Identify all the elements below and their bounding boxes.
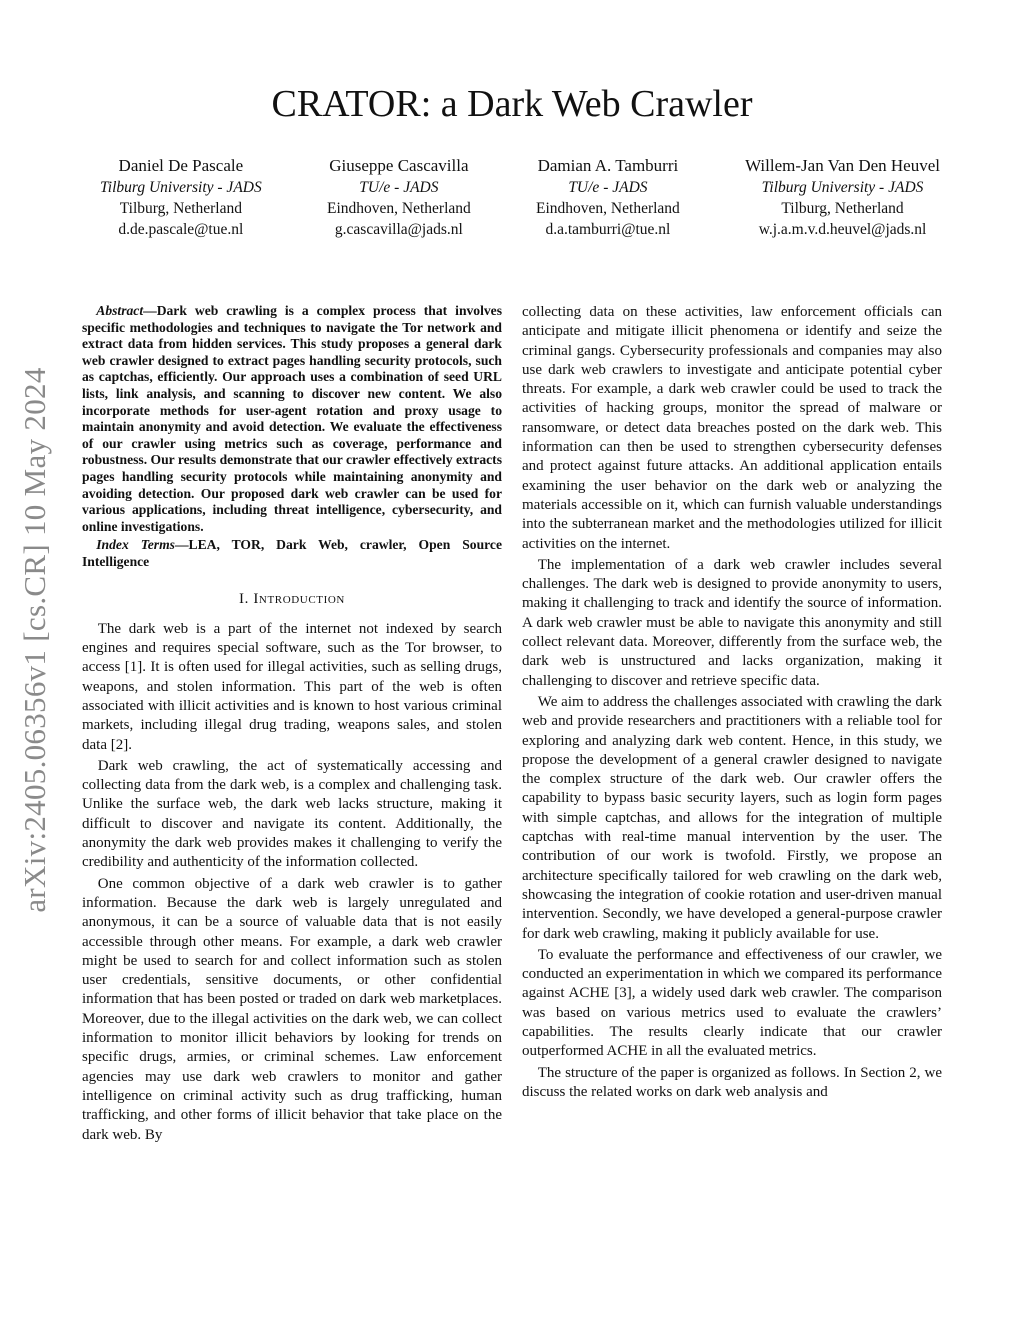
index-terms bbox=[82, 537, 502, 570]
author-name: Giuseppe Cascavilla bbox=[329, 156, 469, 175]
body-paragraph: Dark web crawling, the act of systematically accessing and collecting data from the dark web, is a complex and challenging task. Unlike the surface web, the dark web lacks structure, making it difficult to discover and navigate its content. Additionally, the anonymity the dark web provides makes it challenging to verify the credibility and authenticity of the information collected. bbox=[82, 757, 502, 871]
body-paragraph: To evaluate the performance and effectiveness of our crawler, we conducted an experimentation in which we compared its performance against ACHE [3], a widely used dark web crawler. The comparison was based on various metrics used to evaluate the crawlers’ capabilities. The results clearly indicate that our crawler outperformed ACHE in all the evaluated metrics. bbox=[522, 946, 942, 1060]
author-affiliation: Tilburg University - JADS bbox=[100, 179, 262, 196]
author-location: Eindhoven, Netherland bbox=[327, 200, 471, 217]
author-location: Eindhoven, Netherland bbox=[536, 200, 680, 217]
right-column bbox=[522, 303, 942, 1102]
author-affiliation: Tilburg University - JADS bbox=[761, 179, 924, 196]
author-affiliation: TU/e - JADS bbox=[359, 179, 439, 196]
author-name: Damian A. Tamburri bbox=[537, 156, 679, 175]
author-name: Daniel De Pascale bbox=[118, 156, 244, 175]
body-paragraph-continuation: collecting data on these activities, law enforcement officials can anticipate and mitigate illicit phenomena or identify and seize the criminal gangs. Cybersecurity professionals and companies may also use dark web crawlers to investigate and anticipate potential cyber threats. For example, a dark web crawler could be used to track the activities of hacking groups, monitor the spread of malware or ransomware, or detect data breaches posted on the dark web. This information can then be used to strengthen cybersecurity defenses and protect against future attacks. An additional application entails examining the user behavior on the dark web or analyzing the materials accessible on it, which can furnish valuable understandings into the subterranean market and the methodologies utilized for illicit activities on the internet. bbox=[522, 304, 942, 552]
author-email: g.cascavilla@jads.nl bbox=[334, 221, 463, 238]
left-column bbox=[82, 303, 502, 1145]
author-4 bbox=[745, 155, 940, 240]
body-paragraph: The implementation of a dark web crawler includes several challenges. The dark web is designed to provide anonymity to users, making it challenging to track and identify the source of information. A dark web crawler must be able to navigate this anonymity and still collect relevant data. Moreover, differently from the surface web, the dark web is unstructured and lacks organization, making it challenging to discover and retrieve specific data. bbox=[522, 556, 942, 689]
author-3 bbox=[536, 155, 680, 240]
author-block bbox=[100, 155, 940, 240]
author-email: d.a.tamburri@tue.nl bbox=[545, 221, 671, 238]
paper-title: CRATOR: a Dark Web Crawler bbox=[271, 83, 753, 125]
body-paragraph: The dark web is a part of the internet not indexed by search engines and requires special software, such as the Tor browser, to access [1]. It is often used for illegal activities, such as selling drugs, weapons, and stolen information. This part of the web is often associated with illicit activities and is known to host various criminal markets, including illegal drug trading, weapons sales, and stolen data [2]. bbox=[82, 620, 502, 753]
author-2 bbox=[327, 155, 471, 240]
arxiv-identifier: arXiv:2405.06356v1 [cs.CR] 10 May 2024 bbox=[17, 367, 52, 913]
author-email: w.j.a.m.v.d.heuvel@jads.nl bbox=[758, 221, 927, 238]
arxiv-side-stamp bbox=[10, 340, 60, 940]
body-paragraph: One common objective of a dark web crawler is to gather information. Because the dark web is largely unregulated and anonymous, it can be a source of valuable data that is not easily accessible through other means. For example, a dark web crawler might be used to search for and collect information such as stolen user credentials, sensitive documents, or other confidential information that has been posted or traded on dark web marketplaces. Moreover, due to the illegal activities on the dark web, we can collect information to monitor illicit behaviors by looking for trends on specific drugs, armies, or criminal schemes. Law enforcement agencies may use dark web crawlers to monitor and gather intelligence on criminal activity such as drug trafficking, human trafficking, and other forms of illicit behavior that take place on the dark web. By bbox=[82, 875, 502, 1143]
body-paragraph: We aim to address the challenges associated with crawling the dark web and provide researchers and practitioners with a reliable tool for exploring and analyzing dark web content. Hence, in this study, we propose the development of a general crawler designed to navigate the complex structure of the dark web. Our crawler offers the capability to bypass basic security layers, such as login form pages with simple captchas, and allows for the integration of multiple captchas with real-time manual intervention by the user. The contribution of our work is twofold. Firstly, we propose an architecture specifically tailored for web crawling on the dark web, showcasing the integration of cookie rotation and user-driven manual intervention. Secondly, we have developed a general-purpose crawler for dark web crawling, making it publicly available for use. bbox=[522, 693, 942, 942]
abstract-text: —Dark web crawling is a complex process that involves specific methodologies and techniques to navigate the Tor network and extract data from hidden services. This study proposes a general dark web crawler designed to extract pages handling security protocols, such as captchas, efficiently. Our approach uses a combination of seed URL lists, link analysis, and scanning to discover new content. We also incorporate methods for user-agent rotation and proxy usage to maintain anonymity and avoid detection. We evaluate the effectiveness of our crawler using metrics such as coverage, performance and robustness. Our results demonstrate that our crawler effectively extracts pages handling security protocols while maintaining anonymity and avoiding detection. Our proposed dark web crawler can be used for various applications, including threat intelligence, cybersecurity, and online investigations. bbox=[82, 303, 502, 534]
author-name: Willem-Jan Van Den Heuvel bbox=[745, 156, 940, 175]
section-heading: I. Introduction bbox=[239, 590, 345, 607]
author-affiliation: TU/e - JADS bbox=[568, 179, 648, 196]
body-paragraph: The structure of the paper is organized as follows. In Section 2, we discuss the related works on dark web analysis and bbox=[522, 1064, 942, 1100]
abstract-lead: Abstract bbox=[96, 303, 144, 318]
author-email: d.de.pascale@tue.nl bbox=[118, 221, 244, 238]
index-terms-lead: Index Terms bbox=[96, 537, 175, 553]
abstract bbox=[82, 303, 502, 535]
index-terms-text: —LEA, TOR, Dark Web, crawler, Open Source Intelligence bbox=[82, 537, 502, 569]
author-location: Tilburg, Netherland bbox=[781, 200, 904, 217]
author-location: Tilburg, Netherland bbox=[119, 200, 242, 217]
author-1 bbox=[100, 155, 262, 240]
